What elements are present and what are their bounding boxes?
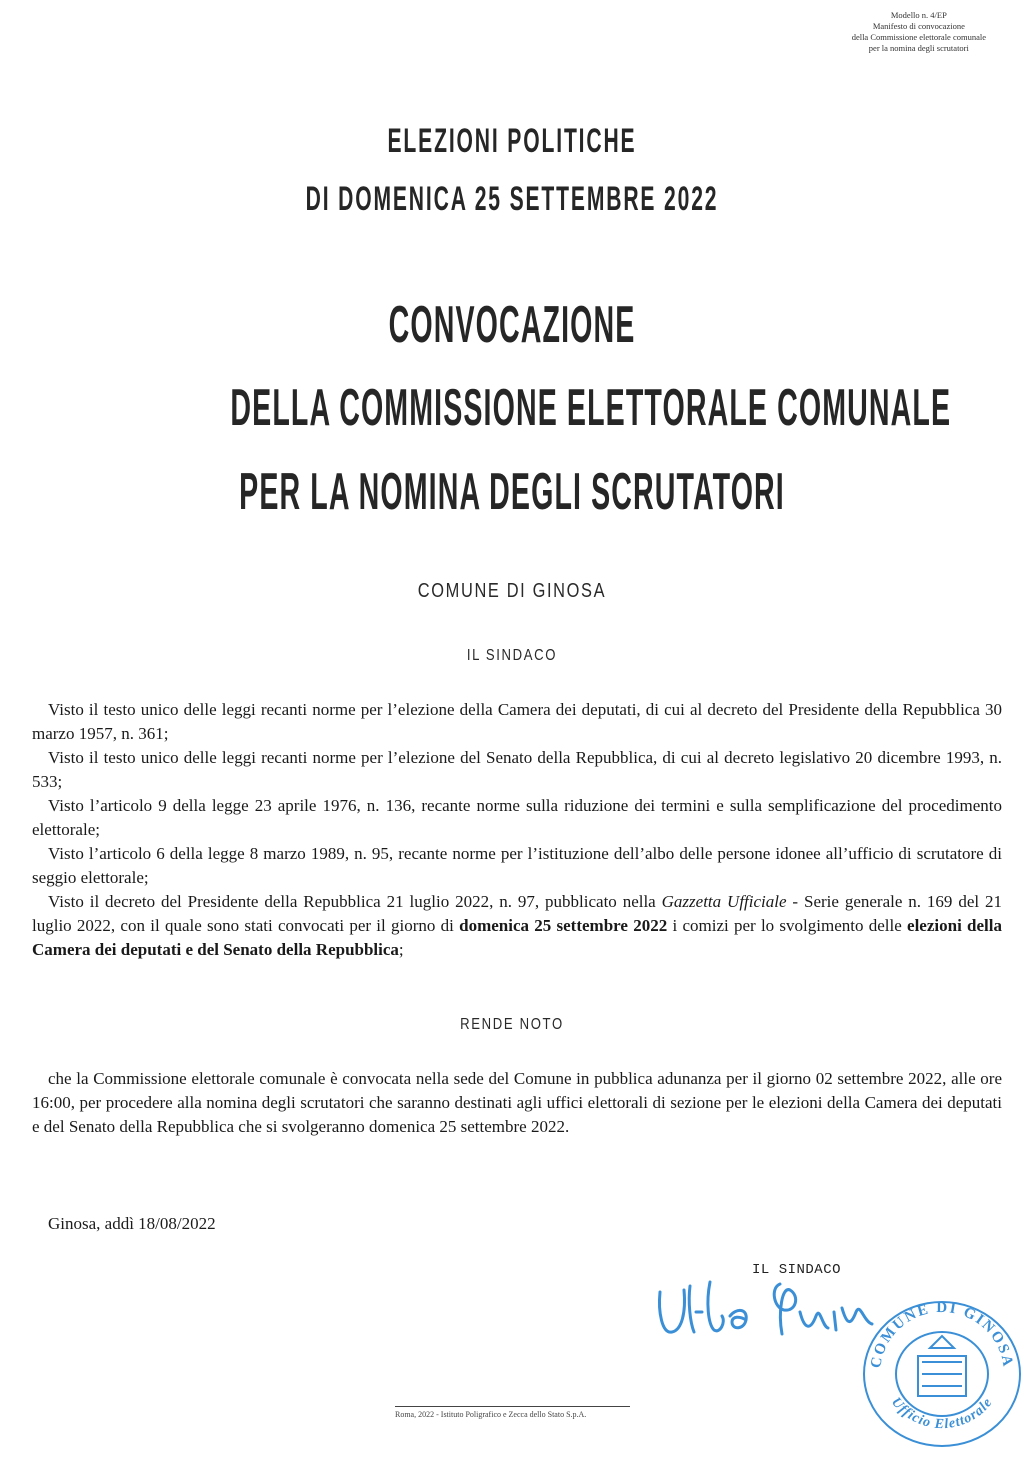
svg-text:Ufficio Elettorale: [888, 1395, 996, 1432]
visto-paragraph: Visto l’articolo 9 della legge 23 aprile 1976, n. 136, recante norme sulla riduzione dei termini e sulla semplificazione del procedimento elettorale;: [32, 796, 1002, 839]
commission-title: DELLA COMMISSIONE ELETTORALE COMUNALE: [230, 379, 952, 437]
comune-heading: COMUNE DI GINOSA: [417, 580, 607, 602]
sindaco-heading: IL SINDACO: [466, 647, 558, 664]
legal-references: [32, 698, 1002, 962]
modello-line: Modello n. 4/EP: [890, 10, 947, 20]
modello-label: [852, 10, 986, 54]
rende-noto-heading: RENDE NOTO: [460, 1016, 564, 1033]
scrutatori-title: PER LA NOMINA DEGLI SCRUTATORI: [239, 463, 785, 521]
footer-divider: [395, 1406, 630, 1407]
visto-text: Visto il decreto del Presidente della Repubblica 21 luglio 2022, n. 97, pubblicato nella: [48, 892, 662, 911]
visto-paragraph: Visto il testo unico delle leggi recanti norme per l’elezione della Camera dei deputati, di cui al decreto del Presidente della Repubblica 30 marzo 1957, n. 361;: [32, 700, 1002, 743]
municipal-stamp: [856, 1270, 1024, 1452]
date-line: Ginosa, addì 18/08/2022: [48, 1214, 216, 1233]
handwritten-signature: [650, 1272, 890, 1352]
visto-paragraph: Visto il testo unico delle leggi recanti norme per l’elezione del Senato della Repubblica, di cui al decreto legislativo 20 dicembre 1993, n. 533;: [32, 748, 1002, 791]
printer-footer: Roma, 2022 - Istituto Poligrafico e Zecca dello Stato S.p.A.: [395, 1410, 587, 1419]
visto-paragraph: Visto l’articolo 6 della legge 8 marzo 1989, n. 95, recante norme per l’istituzione dell’albo delle persone idonee all’ufficio di scrutatore di seggio elettorale;: [32, 844, 1002, 887]
chambers-bold: elezioni della Camera dei deputati e del Senato della Repubblica: [32, 916, 1002, 959]
modello-line: Manifesto di convocazione: [872, 21, 965, 31]
visto-text: ;: [398, 940, 404, 959]
stamp-bottom-text: Ufficio Elettorale: [888, 1394, 996, 1433]
signature-title: IL SINDACO: [752, 1262, 842, 1278]
visto-text: - Serie generale n. 169 del 21 luglio 2022, con il quale sono stati convocati per il giorno di: [32, 892, 1003, 935]
announcement: [32, 1067, 1002, 1139]
stamp-top-text: COMUNE DI GINOSA: [868, 1299, 1016, 1370]
announcement-paragraph: che la Commissione elettorale comunale è convocata nella sede del Comune in pubblica adunanza per il giorno 02 settembre 2022, alle ore 16:00, per procedere alla nomina degli scrutatori che saranno destinati agli uffici elettorali di sezione per le elezioni della Camera dei deputati e del Senato della Repubblica che si svolgeranno domenica 25 settembre 2022.: [32, 1069, 1002, 1136]
election-day-bold: domenica 25 settembre 2022: [459, 916, 668, 935]
gazzetta-name: Gazzetta Ufficiale: [661, 892, 787, 911]
modello-line: per la nomina degli scrutatori: [868, 43, 969, 53]
visto-paragraph: [32, 890, 1002, 962]
visto-text: i comizi per lo svolgimento delle: [667, 916, 908, 935]
modello-line: della Commissione elettorale comunale: [851, 32, 986, 42]
convocazione-title: CONVOCAZIONE: [388, 296, 636, 354]
election-title: ELEZIONI POLITICHE: [387, 122, 637, 160]
election-date: DI DOMENICA 25 SETTEMBRE 2022: [305, 180, 719, 218]
